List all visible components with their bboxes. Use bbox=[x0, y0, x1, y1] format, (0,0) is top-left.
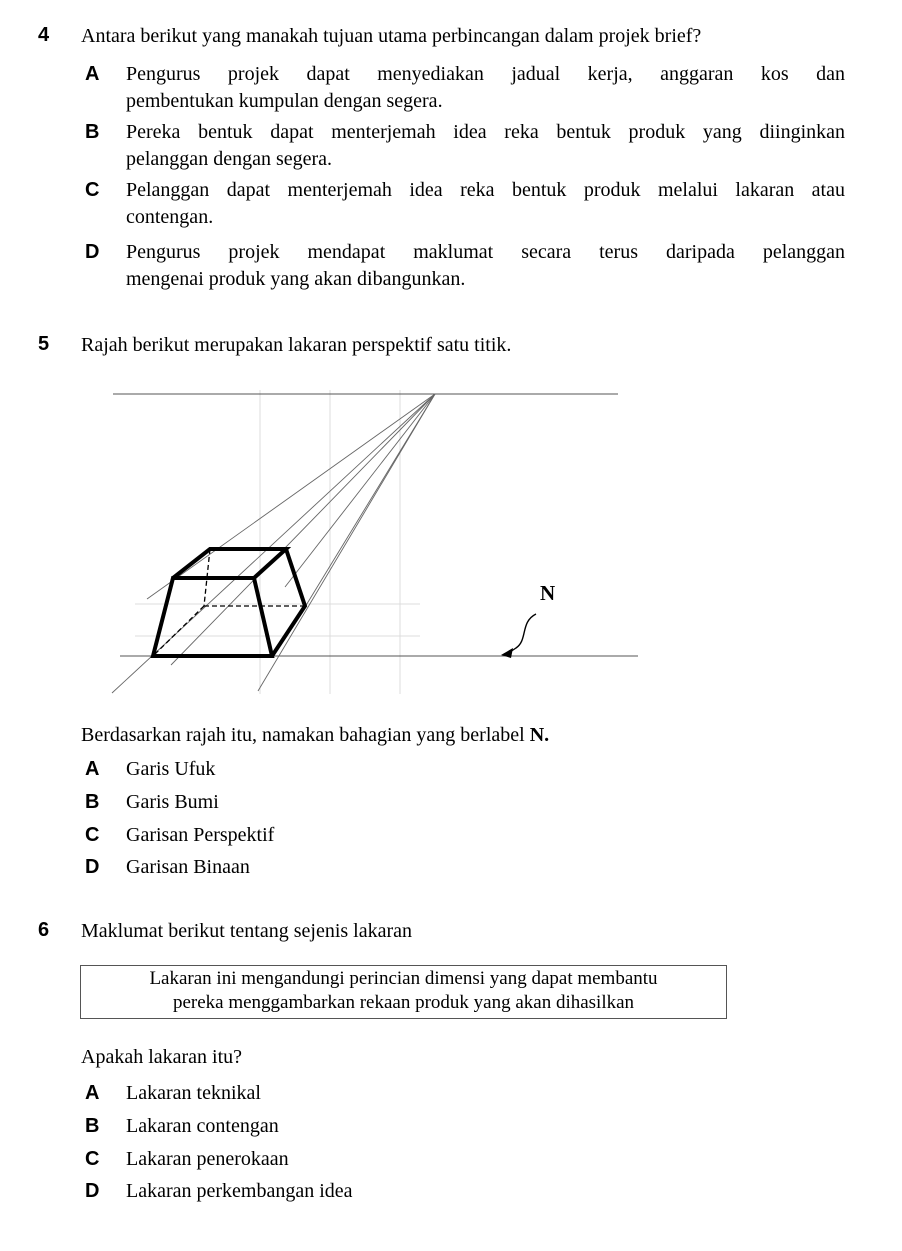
option-letter: A bbox=[85, 1082, 100, 1104]
option-text: Garis Ufuk bbox=[126, 758, 216, 780]
option-text-line1: Pelanggan dapat menterjemah idea reka bentuk produk melalui lakaran atau bbox=[126, 179, 845, 201]
question-5-number: 5 bbox=[38, 333, 50, 355]
question-4-text: Antara berikut yang manakah tujuan utama perbincangan dalam projek brief? bbox=[81, 25, 702, 47]
question-6-followup: Apakah lakaran itu? bbox=[81, 1046, 243, 1068]
q6-option-d[interactable] bbox=[85, 1178, 845, 1205]
option-text-line2: contengan. bbox=[126, 205, 214, 228]
option-letter: C bbox=[85, 824, 100, 846]
visible-edges bbox=[153, 549, 305, 656]
option-letter: B bbox=[85, 1115, 100, 1137]
q5-option-b[interactable] bbox=[85, 789, 845, 816]
q6-option-b[interactable] bbox=[85, 1113, 845, 1140]
q5-option-c[interactable] bbox=[85, 822, 845, 849]
option-text-line1: Pereka bentuk dapat menterjemah idea reka bentuk produk yang diinginkan bbox=[126, 121, 845, 143]
q5-option-d[interactable] bbox=[85, 854, 845, 881]
q4-option-a[interactable] bbox=[85, 61, 845, 114]
q5-option-a[interactable] bbox=[85, 756, 845, 783]
option-letter: B bbox=[85, 121, 100, 143]
option-text: Garisan Binaan bbox=[126, 856, 250, 878]
option-text-line1: Pengurus projek dapat menyediakan jadual kerja, anggaran kos dan bbox=[126, 63, 845, 85]
question-6-number: 6 bbox=[38, 919, 50, 941]
option-letter: A bbox=[85, 63, 100, 85]
option-text-line2: pembentukan kumpulan dengan segera. bbox=[126, 89, 443, 112]
option-text: Lakaran penerokaan bbox=[126, 1148, 289, 1170]
option-text: Lakaran perkembangan idea bbox=[126, 1180, 353, 1202]
option-text: Lakaran contengan bbox=[126, 1115, 279, 1137]
option-text-line2: pelanggan dengan segera. bbox=[126, 147, 333, 170]
option-text-line1: Pengurus projek mendapat maklumat secara terus daripada pelanggan bbox=[126, 241, 845, 263]
option-text: Garis Bumi bbox=[126, 791, 219, 813]
question-5-followup bbox=[81, 722, 549, 748]
question-5-text: Rajah berikut merupakan lakaran perspektif satu titik. bbox=[81, 334, 512, 356]
option-text: Lakaran teknikal bbox=[126, 1082, 261, 1104]
option-letter: D bbox=[85, 241, 100, 263]
option-text: Garisan Perspektif bbox=[126, 824, 275, 846]
option-letter: D bbox=[85, 856, 100, 878]
question-4-number: 4 bbox=[38, 24, 50, 46]
option-letter: A bbox=[85, 758, 100, 780]
followup-text: Berdasarkan rajah itu, namakan bahagian yang berlabel bbox=[81, 724, 530, 746]
q6-option-a[interactable] bbox=[85, 1080, 845, 1107]
information-box bbox=[80, 965, 727, 1019]
curved-arrow bbox=[504, 614, 536, 654]
option-letter: C bbox=[85, 1148, 100, 1170]
option-letter: B bbox=[85, 791, 100, 813]
one-point-perspective-sketch bbox=[100, 382, 645, 702]
label-n: N bbox=[540, 581, 556, 605]
followup-label: N. bbox=[529, 724, 550, 746]
option-letter: D bbox=[85, 1180, 100, 1202]
q6-option-c[interactable] bbox=[85, 1146, 845, 1173]
info-line2: pereka menggambarkan rekaan produk yang akan dihasilkan bbox=[172, 992, 635, 1013]
q4-option-b[interactable] bbox=[85, 119, 845, 172]
question-6-text: Maklumat berikut tentang sejenis lakaran bbox=[81, 920, 413, 942]
q4-option-d[interactable] bbox=[85, 239, 845, 292]
option-letter: C bbox=[85, 179, 100, 201]
info-line1: Lakaran ini mengandungi perincian dimensi yang dapat membantu bbox=[149, 968, 658, 989]
q4-option-c[interactable] bbox=[85, 177, 845, 230]
option-text-line2: mengenai produk yang akan dibangunkan. bbox=[126, 267, 466, 290]
